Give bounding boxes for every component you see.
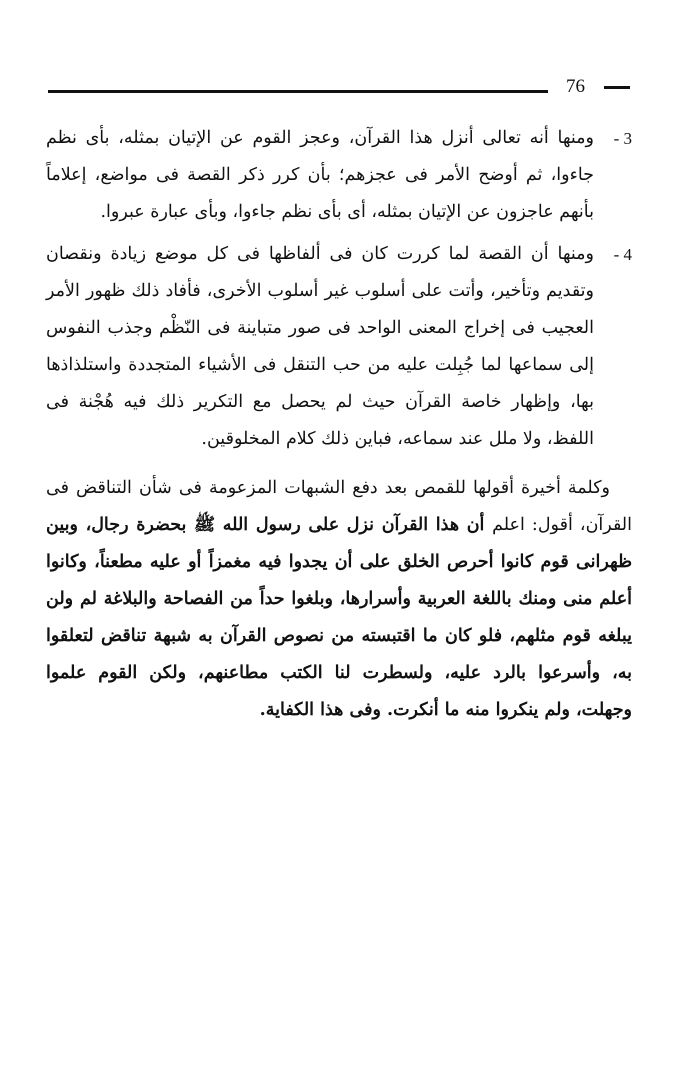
closing-paragraph: [46, 470, 632, 729]
header-rule: [48, 90, 548, 93]
closing-intro: وكلمة أخيرة أقولها للقمص بعد دفع الشبهات المزعومة فى شأن التناقض فى القرآن، أقول: اعلم: [46, 478, 632, 535]
item-text: ومنها أنه تعالى أنزل هذا القرآن، وعجز القوم عن الإتيان بمثله، بأى نظم جاءوا، ثم أوضح الأمر فى عجزهم؛ بأن كرر ذكر القصة فى مواضع، إعلاماً بأنهم عاجزون عن الإتيان بمثله، أى بأى نظم جاءوا، وبأى عبارة عبروا.: [46, 128, 594, 222]
item-number: 3 -: [613, 129, 632, 148]
page-number-dash: [604, 86, 630, 89]
numbered-item-4: [46, 236, 632, 458]
page-number: 76: [566, 76, 585, 97]
closing-bold-text: أن هذا القرآن نزل على رسول الله ﷺ بحضرة رجال، وبين ظهرانى قوم كانوا أحرص الخلق على أن يجدوا فيه مغمزاً أو عليه مطعناً، وكانوا أعلم منى ومنك باللغة العربية وأسرارها، وبلغوا حداً من الفصاحة والبلاغة لم ولن يبلغه قوم مثلهم، فلو كان ما اقتبسته من نصوص القرآن به شبهة تناقض لتعلقوا به، وأسرعوا بالرد عليه، ولسطرت لنا الكتب مطاعنهم، ولكن القوم علموا وجهلت، ولم ينكروا منه ما أنكرت. وفى هذا الكفاية.: [46, 515, 632, 720]
item-number: 4 -: [613, 245, 632, 264]
numbered-item-3: [46, 120, 632, 231]
page-body: [46, 120, 632, 747]
page-header: [46, 74, 636, 104]
item-text: ومنها أن القصة لما كررت كان فى ألفاظها فى كل موضع زيادة ونقصان وتقديم وتأخير، وأتت على أسلوب غير أسلوب الأخرى، فأفاد ذلك ظهور الأمر العجيب فى إخراج المعنى الواحد فى صور متباينة فى النّظْم وجذب النفوس إلى سماعها لما جُبِلت عليه من حب التنقل فى الأشياء المتجددة واستلذاذها بها، وإظهار خاصة القرآن حيث لم يحصل مع التكرير ذلك فيه هُجْنة فى اللفظ، ولا ملل عند سماعه، فباين ذلك كلام المخلوقين.: [46, 244, 594, 449]
